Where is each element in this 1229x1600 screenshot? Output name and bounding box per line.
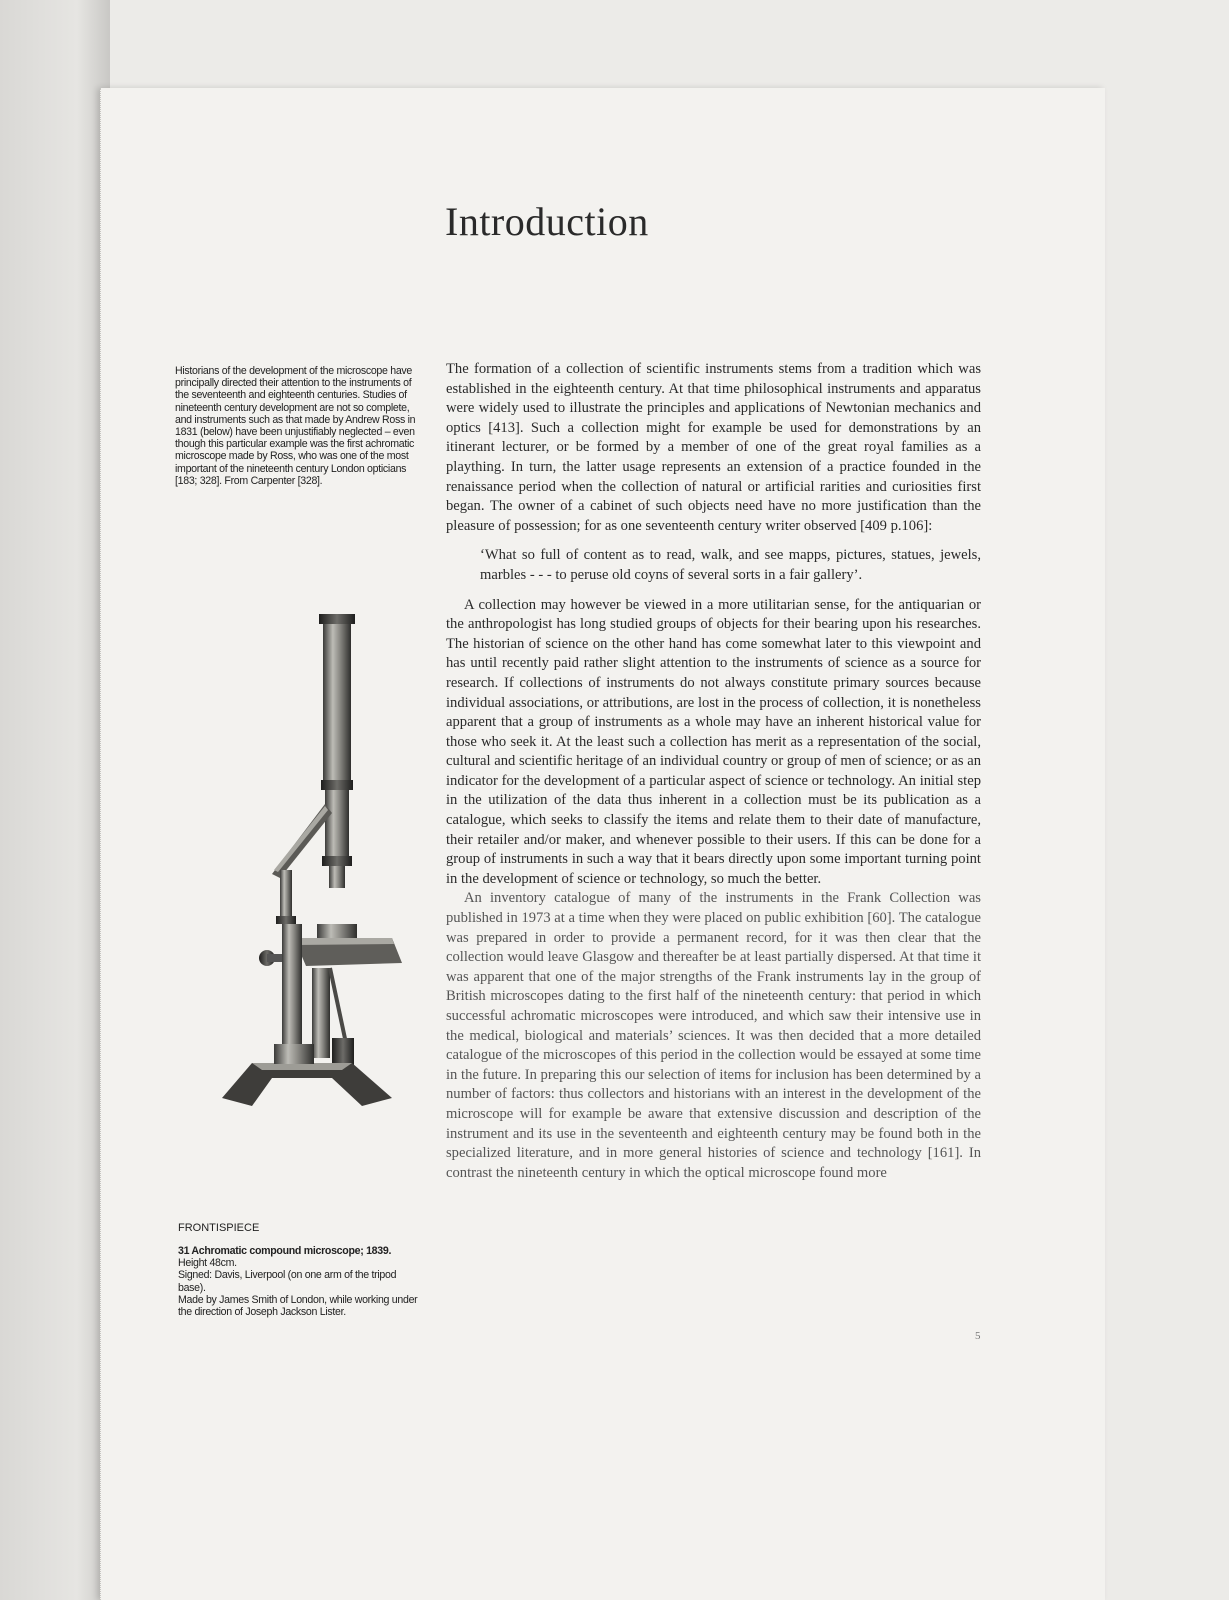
plate-height: Height 48cm. (178, 1257, 237, 1270)
body-text (446, 360, 981, 1183)
gutter-dotted-line (100, 88, 105, 1600)
block-quote: ‘What so full of content as to read, walk, and see mapps, pictures, statues, jewels, marbles - - - to peruse old coyns of several sorts in a fair gallery’. (480, 547, 981, 583)
facing-page-edge (0, 0, 110, 1600)
page-number: 5 (975, 1330, 981, 1342)
plate-maker: Made by James Smith of London, while working under the direction of Joseph Jackson Lister. (178, 1293, 418, 1319)
plate-caption (178, 1245, 418, 1318)
page-title: Introduction (445, 199, 649, 244)
frontispiece-label: FRONTISPIECE (178, 1222, 260, 1234)
paragraph-3: An inventory catalogue of many of the instruments in the Frank Collection was published in 1973 at a time when they were placed on public exhibition [60]. The catalogue was prepared in order to provide a permanent record, for it was then clear that the collection would leave Glasgow and thereafter be at least partially dispersed. At that time it was apparent that one of the major strengths of the Frank instruments lay in the group of British microscopes dating to the first half of the nineteenth century: that period in which successful achromatic microscopes were introduced, and which saw their intensive use in the medical, biological and materials’ sciences. It was then decided that a more detailed catalogue of the microscopes of this period in the collection would be essayed at some time in the future. In preparing this our selection of items for inclusion has been determined by a number of factors: thus collectors and historians with an interest in the development of the microscope will for example be aware that extensive discussion and description of the instrument and its use in the seventeenth and eighteenth century may be found both in the specialized literature, and in more general histories of science and technology [161]. In contrast the nineteenth century in which the optical microscope found more (446, 890, 981, 1181)
microscope-illustration (182, 608, 422, 1118)
plate-heading: 31 Achromatic compound microscope; 1839. (178, 1245, 392, 1257)
paragraph-2: A collection may however be viewed in a more utilitarian sense, for the antiquarian or the anthropologist has long studied groups of objects for their bearing upon his researches. The historian of science on the other hand has come somewhat later to this viewpoint and has until recently paid rather slight attention to the instruments of science as a source for research. If collections of instruments do not always constitute primary sources because individual associations, or attributions, are lost in the process of collection, it is nonetheless apparent that a group of instruments as a whole may have an inherent historical value for those who seek it. At the least such a collection has merit as a representation of the social, cultural and scientific heritage of an individual country or group of men of science; or as an indicator for the development of a particular aspect of science or technology. An initial step in the utilization of the data thus inherent in a collection must be its publication as a catalogue, which seeks to classify the items and relate them to their date of manufacture, their retailer and/or maker, and whenever possible to their users. If this can be done for a group of instruments in such a way that it bears directly upon some important turning point in the development of science or technology, so much the better. (446, 596, 981, 887)
plate-signed: Signed: Davis, Liverpool (on one arm of the tripod base). (178, 1269, 397, 1294)
side-caption: Historians of the development of the microscope have principally directed their attention to the instruments of the seventeenth and eighteenth centuries. Studies of nineteenth century development are not so complete, and instruments such as that made by Andrew Ross in 1831 (below) have been unjustifiably neglected – even though this particular example was the first achromatic microscope made by Ross, who was one of the most important of the nineteenth century London opticians [183; 328]. From Carpenter [328]. (175, 365, 416, 487)
paragraph-1: The formation of a collection of scientific instruments stems from a tradition which was established in the eighteenth century. At that time philosophical instruments and apparatus were widely used to illustrate the principles and applications of Newtonian mechanics and optics [413]. Such a collection might for example be used for demonstrations by an itinerant lecturer, or be formed by a member of one of the great royal families as a plaything. In turn, the latter usage represents an extension of a practice founded in the renaissance period when the collection of natural or artificial rarities and curiosities first began. The owner of a cabinet of such objects need have no more justification than the pleasure of possession; for as one seventeenth century writer observed [409 p.106]: (446, 361, 981, 534)
book-page (100, 88, 1105, 1600)
